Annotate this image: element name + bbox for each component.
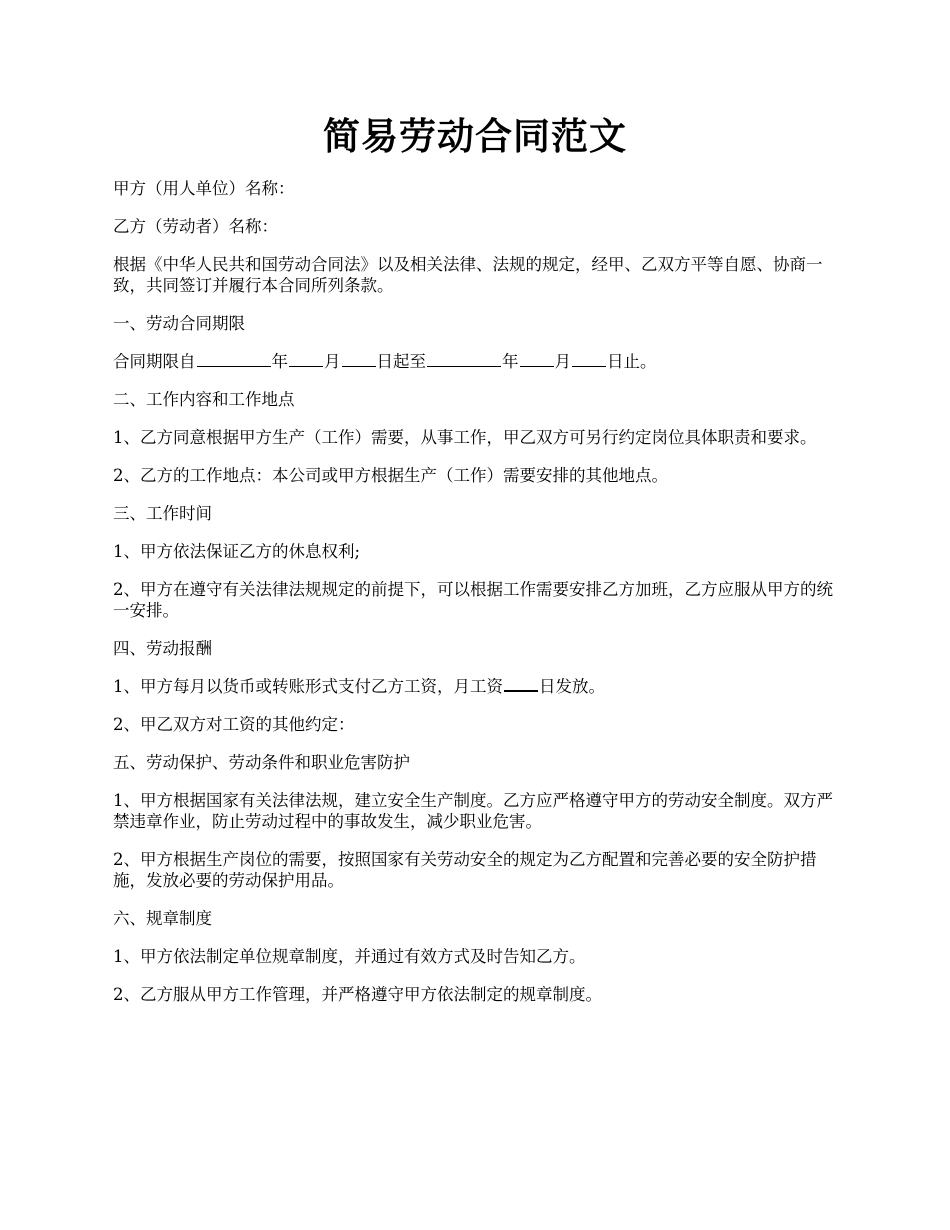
section-5-heading: 五、劳动保护、劳动条件和职业危害防护: [113, 753, 410, 772]
section-6-item-2: 2、乙方服从甲方工作管理，并严格遵守甲方依法制定的规章制度。: [113, 985, 602, 1004]
section-4-item-2: 2、甲乙双方对工资的其他约定：: [113, 715, 355, 734]
section-3-item-1: 1、甲方依法保证乙方的休息权利;: [113, 542, 361, 561]
section-2-heading: 二、工作内容和工作地点: [113, 390, 295, 409]
wage-suffix: 日发放。: [539, 677, 605, 696]
section-3-heading: 三、工作时间: [113, 504, 212, 523]
term-year-label-2: 年: [502, 352, 519, 371]
section-2-item-2: 2、乙方的工作地点：本公司或甲方根据生产（工作）需要安排的其他地点。: [113, 466, 668, 485]
term-month-label-2: 月: [554, 352, 571, 371]
end-month-blank[interactable]: [520, 365, 554, 367]
section-2-item-1: 1、乙方同意根据甲方生产（工作）需要，从事工作，甲乙双方可另行约定岗位具体职责和要求。: [113, 428, 817, 447]
start-year-blank[interactable]: [197, 365, 271, 367]
term-prefix: 合同期限自: [113, 352, 196, 371]
start-month-blank[interactable]: [289, 365, 323, 367]
section-6-heading: 六、规章制度: [113, 909, 212, 928]
section-3-item-2: 2、甲方在遵守有关法律法规规定的前提下，可以根据工作需要安排乙方加班，乙方应服从甲方的统一安排。: [113, 580, 833, 620]
term-to-label: 日止。: [607, 352, 657, 371]
end-year-blank[interactable]: [427, 365, 501, 367]
party-b-line: 乙方（劳动者）名称：: [113, 217, 278, 236]
start-day-blank[interactable]: [342, 365, 376, 367]
wage-day-blank[interactable]: [504, 689, 538, 692]
term-year-label: 年: [271, 352, 288, 371]
document-body: [113, 178, 853, 1022]
document-title: 简易劳动合同范文: [323, 114, 627, 158]
wage-prefix: 1、甲方每月以货币或转账形式支付乙方工资，月工资: [113, 677, 503, 696]
section-4-heading: 四、劳动报酬: [113, 639, 212, 658]
end-day-blank[interactable]: [572, 365, 606, 367]
contract-term-line: [113, 351, 853, 372]
section-6-item-1: 1、甲方依法制定单位规章制度，并通过有效方式及时告知乙方。: [113, 947, 586, 966]
section-5-item-1: 1、甲方根据国家有关法律法规，建立安全生产制度。乙方应严格遵守甲方的劳动安全制度。双方严禁违章作业，防止劳动过程中的事故发生，减少职业危害。: [113, 791, 833, 831]
party-a-line: 甲方（用人单位）名称：: [113, 179, 295, 198]
term-from-label: 日起至: [376, 352, 426, 371]
term-month-label: 月: [324, 352, 341, 371]
preamble-paragraph: 根据《中华人民共和国劳动合同法》以及相关法律、法规的规定，经甲、乙双方平等自愿、协商一致，共同签订并履行本合同所列条款。: [113, 255, 823, 295]
section-1-heading: 一、劳动合同期限: [113, 314, 245, 333]
section-5-item-2: 2、甲方根据生产岗位的需要，按照国家有关劳动安全的规定为乙方配置和完善必要的安全防护措施，发放必要的劳动保护用品。: [113, 850, 817, 890]
wage-line: [113, 676, 853, 697]
